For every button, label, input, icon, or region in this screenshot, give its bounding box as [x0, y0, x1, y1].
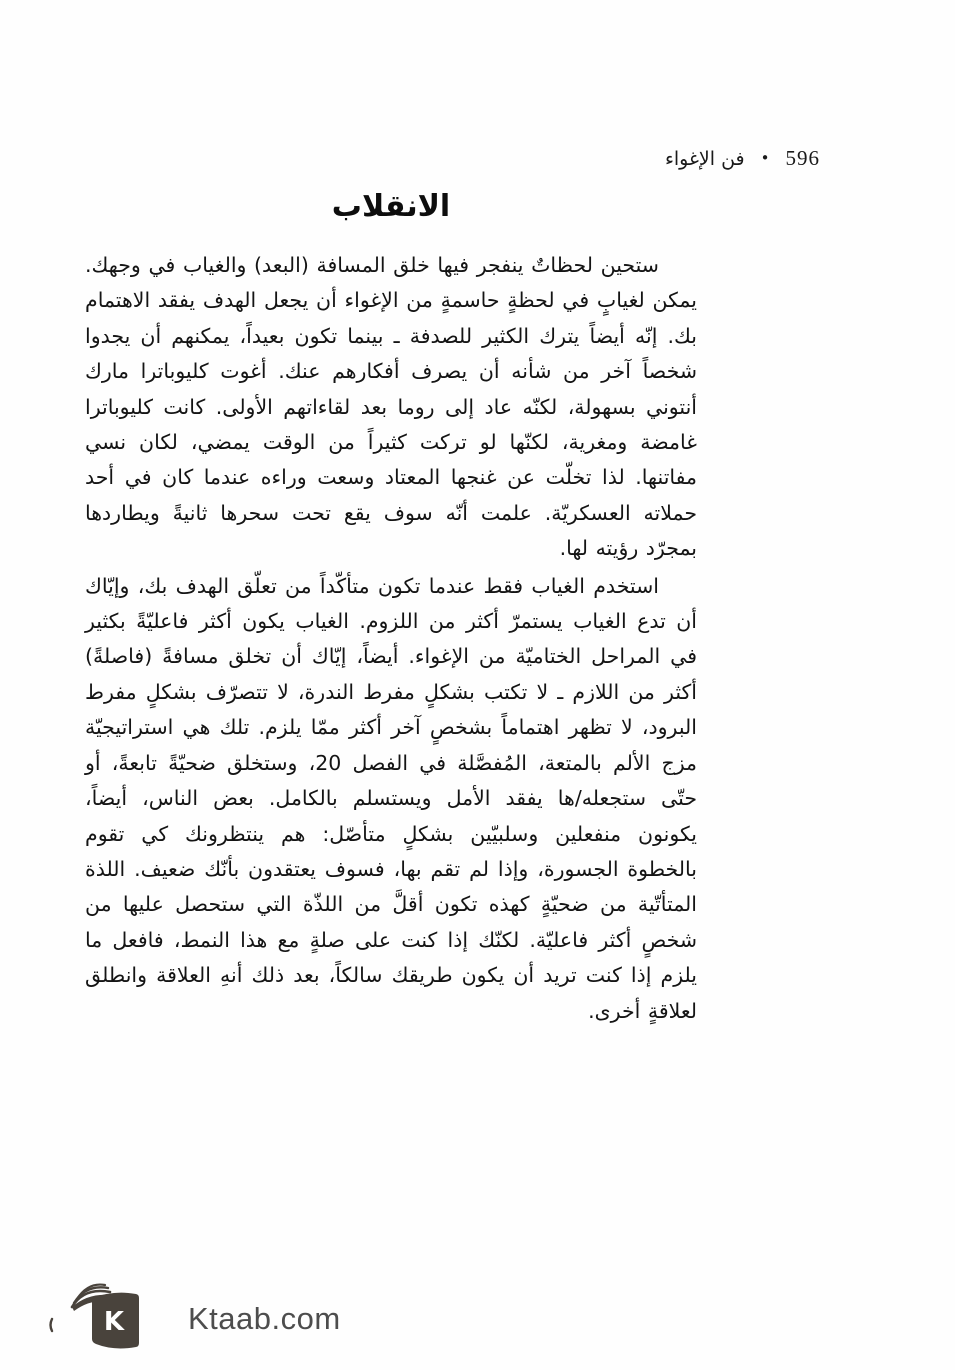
bullet-separator-icon: •	[760, 149, 770, 167]
running-head	[665, 146, 820, 171]
book-title: فن الإغواء	[664, 147, 745, 170]
paragraph-1: ستحين لحظاتٌ ينفجر فيها خلق المسافة (البعد) والغياب في وجهك. يمكن لغيابٍ في لحظةٍ حاسمةٍ من الإغواء أن يجعل الهدف يفقد الاهتمام بك. إنّه أيضاً يترك الكثير للصدفة ـ بينما تكون بعيداً، يمكنهم أن يجدوا شخصاً آخر من شأنه أن يصرف أفكارهم عنك. أغوت كليوباترا مارك أنتوني بسهولة، لكنّه عاد إلى روما بعد لقاءاتهم الأولى. كانت كليوباترا غامضة ومغرية، لكنّها لو تركت كثيراً من الوقت يمضي، لكان نسي مفاتنها. لذا تخلّت عن غنجها المعتاد وسعت وراءه عندما كان في أحد حملاته العسكريّة. علمت أنّه سوف يقع تحت سحرها ثانيةً ويطاردها بمجرّد رؤيته لها.	[85, 253, 697, 561]
page-number: 596	[785, 146, 820, 170]
ktaab-watermark	[48, 1281, 341, 1351]
text-column	[85, 183, 697, 1029]
svg-text:K: K	[103, 1307, 125, 1337]
paragraph-2: استخدم الغياب فقط عندما تكون متأكّداً من تعلّق الهدف بك، وإيّاك أن تدع الغياب يستمرّ أكثر من اللزوم. الغياب يكون أكثر فاعليّةً بكثير في المراحل الختاميّة من الإغواء. أيضاً، إيّاك أن تخلق مسافةً (فاصلةً) أكثر من اللازم ـ لا تكتب بشكلٍ مفرط الندرة، لا تتصرّف بشكلٍ مفرط البرود، لا تظهر اهتماماً بشخصٍ آخر أكثر ممّا يلزم. تلك هي استراتيجيّة مزج الألم بالمتعة، المُفصَّلة في الفصل 20، وستخلق ضحيّةً تابعةً، أو حتّى ستجعله/ها يفقد الأمل ويستسلم بالكامل. بعض الناس، أيضاً، يكونون منفعلين وسلبيّين بشكلٍ متأصّل: هم ينتظرونك كي تقوم بالخطوة الجسورة، وإذا لم تقم بها، فسوف يعتقدون بأنّك ضعيف. اللذة المتأتّية من ضحيّةٍ كهذه تكون أقلَّ من اللذّة التي ستحصل عليها من شخصٍ أكثر فاعليّة. لكنّك إذا كنت على صلةٍ مع هذا النمط، فافعل ما يلزم إذا كنت تريد أن يكون طريقك سالكاً، بعد ذلك أنهِ العلاقة وانطلق لعلاقةٍ أخرى.	[85, 573, 697, 1023]
brand-name: Ktaab.com	[188, 1301, 341, 1336]
open-book-k-icon	[48, 1281, 172, 1351]
chapter-title: الانقلاب	[331, 189, 451, 224]
